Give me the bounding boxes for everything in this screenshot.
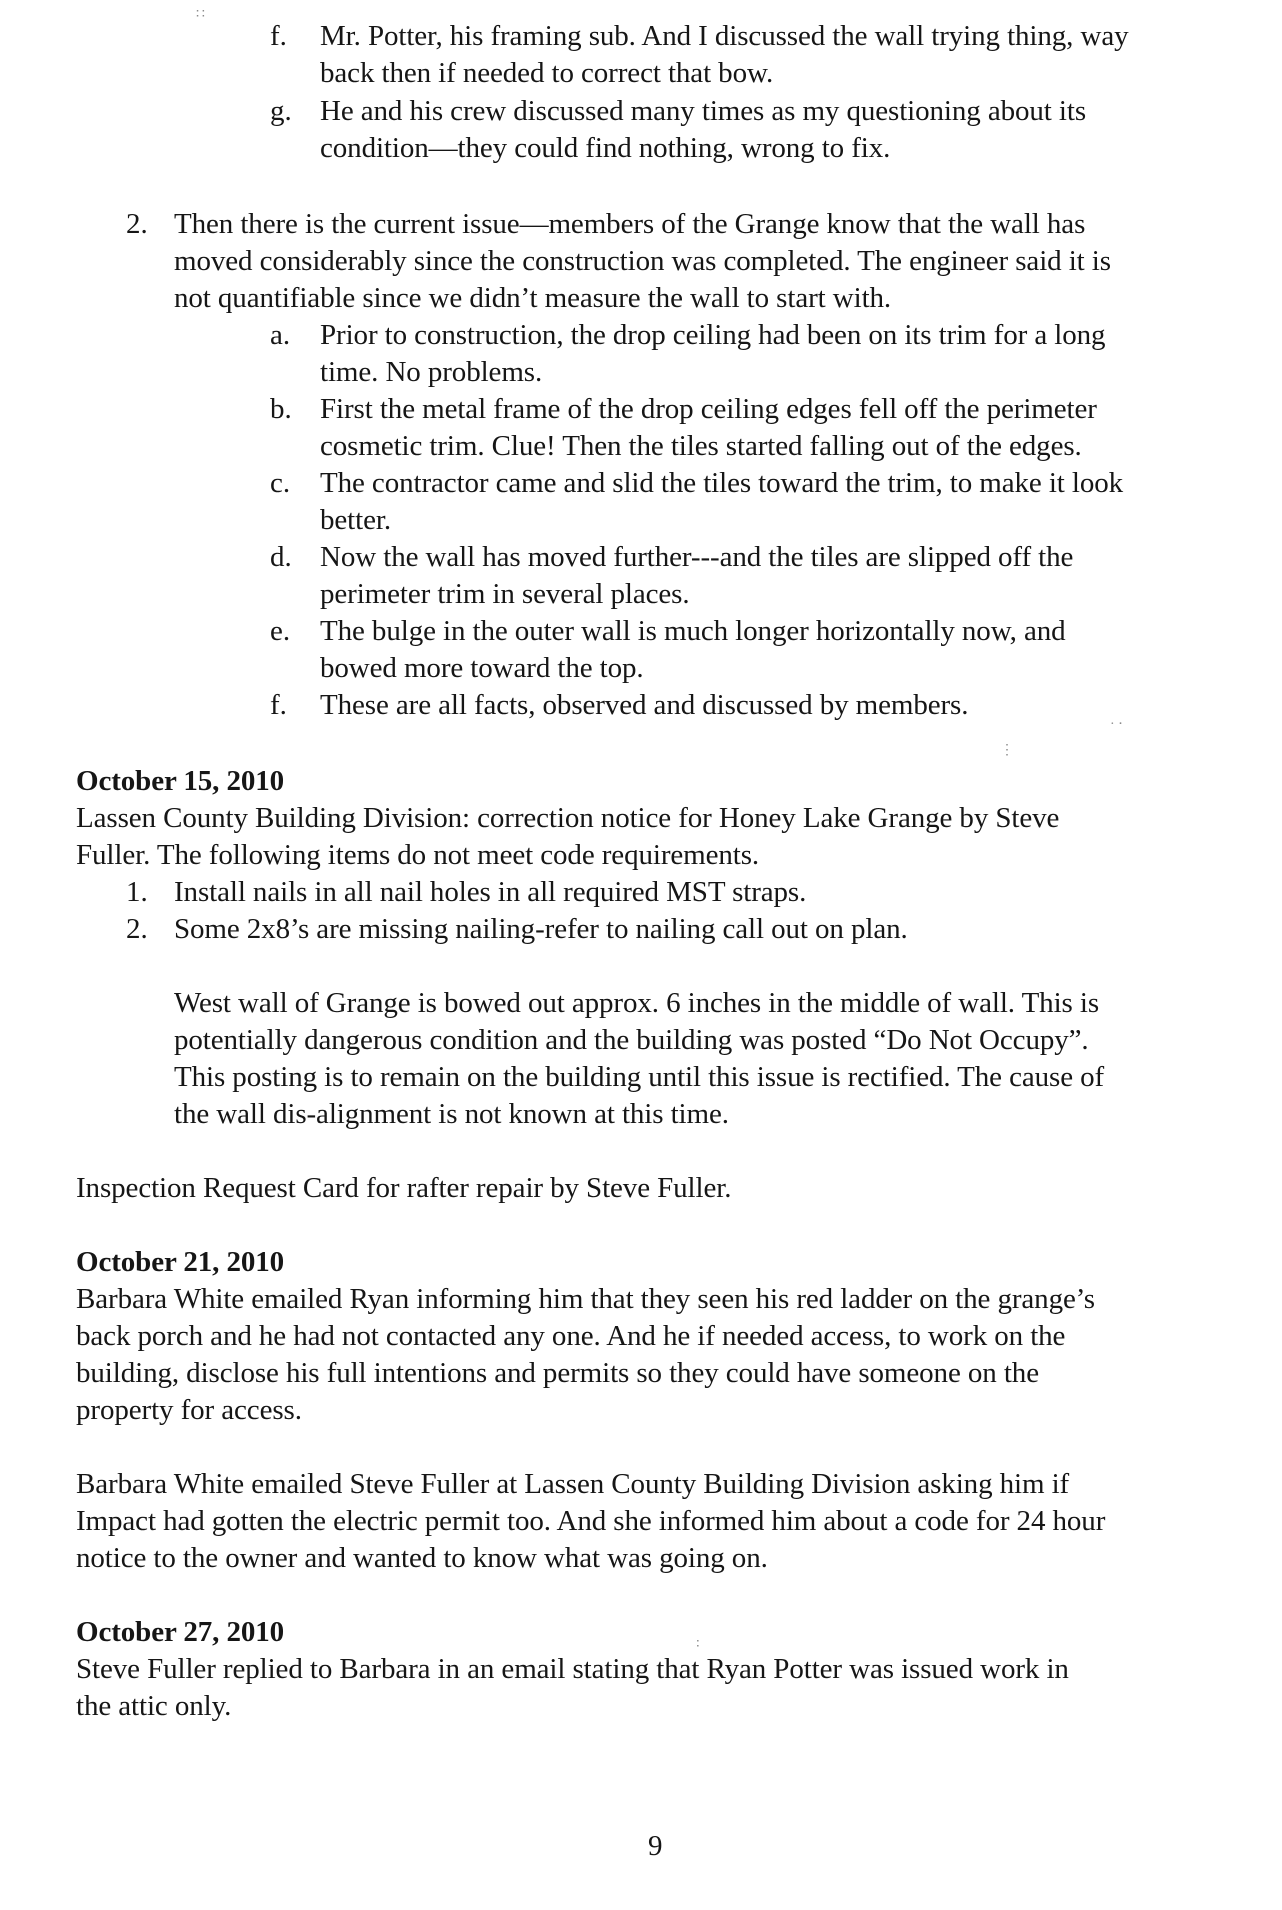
list-item-line: condition—they could find nothing, wrong to fix. (320, 132, 891, 164)
paragraph-line: Barbara White emailed Steve Fuller at Lassen County Building Division asking him if (76, 1468, 1070, 1500)
paragraph-line: Impact had gotten the electric permit too. And she informed him about a code for 24 hour (76, 1505, 1106, 1537)
paragraph-line: the wall dis-alignment is not known at this time. (174, 1098, 729, 1130)
paragraph-line: West wall of Grange is bowed out approx. 6 inches in the middle of wall. This is (174, 987, 1100, 1019)
scan-speck: · ⋅ (1110, 717, 1123, 732)
paragraph-line: notice to the owner and wanted to know what was going on. (76, 1542, 768, 1574)
list-item-line: Then there is the current issue—members of the Grange know that the wall has (174, 208, 1086, 240)
section-heading: October 27, 2010 (76, 1616, 285, 1648)
list-item-line: cosmetic trim. Clue! Then the tiles started falling out of the edges. (320, 430, 1082, 462)
list-marker: d. (270, 541, 292, 573)
list-item-line: Some 2x8’s are missing nailing-refer to nailing call out on plan. (174, 913, 908, 945)
list-item-line: Install nails in all nail holes in all required MST straps. (174, 876, 807, 908)
list-item-line: bowed more toward the top. (320, 652, 644, 684)
list-marker: 1. (126, 876, 148, 908)
paragraph-line: This posting is to remain on the building until this issue is rectified. The cause of (174, 1061, 1105, 1093)
paragraph-line: the attic only. (76, 1690, 232, 1722)
paragraph-line: Fuller. The following items do not meet code requirements. (76, 839, 760, 871)
list-item-line: Mr. Potter, his framing sub. And I discussed the wall trying thing, way (320, 20, 1129, 52)
list-marker: f. (270, 689, 287, 721)
scan-speck: ∶ (696, 1637, 700, 1652)
list-marker: c. (270, 467, 291, 499)
list-item-line: perimeter trim in several places. (320, 578, 690, 610)
list-item-line: He and his crew discussed many times as my questioning about its (320, 95, 1087, 127)
list-item-line: Now the wall has moved further---and the tiles are slipped off the (320, 541, 1074, 573)
list-marker: e. (270, 615, 291, 647)
list-item-line: Prior to construction, the drop ceiling had been on its trim for a long (320, 319, 1106, 351)
list-marker: 2. (126, 208, 148, 240)
paragraph-line: property for access. (76, 1394, 302, 1426)
scan-speck: ∷ (196, 7, 205, 22)
list-marker: 2. (126, 913, 148, 945)
list-marker: f. (270, 20, 287, 52)
paragraph-line: Steve Fuller replied to Barbara in an email stating that Ryan Potter was issued work in (76, 1653, 1069, 1685)
page-number: 9 (648, 1830, 663, 1862)
list-marker: a. (270, 319, 291, 351)
list-item-line: The contractor came and slid the tiles toward the trim, to make it look (320, 467, 1124, 499)
list-item-line: not quantifiable since we didn’t measure the wall to start with. (174, 282, 892, 314)
paragraph-line: Inspection Request Card for rafter repair by Steve Fuller. (76, 1172, 732, 1204)
list-item-line: moved considerably since the construction was completed. The engineer said it is (174, 245, 1111, 277)
section-heading: October 21, 2010 (76, 1246, 285, 1278)
paragraph-line: back porch and he had not contacted any one. And he if needed access, to work on the (76, 1320, 1066, 1352)
paragraph-line: Barbara White emailed Ryan informing him that they seen his red ladder on the grange’s (76, 1283, 1095, 1315)
list-marker: b. (270, 393, 292, 425)
list-item-line: First the metal frame of the drop ceiling edges fell off the perimeter (320, 393, 1097, 425)
section-heading: October 15, 2010 (76, 765, 285, 797)
list-item-line: better. (320, 504, 391, 536)
list-item-line: These are all facts, observed and discussed by members. (320, 689, 969, 721)
scan-speck: ⋮ (1000, 743, 1014, 758)
list-marker: g. (270, 95, 292, 127)
list-item-line: The bulge in the outer wall is much longer horizontally now, and (320, 615, 1066, 647)
paragraph-line: Lassen County Building Division: correction notice for Honey Lake Grange by Steve (76, 802, 1060, 834)
paragraph-line: building, disclose his full intentions and permits so they could have someone on the (76, 1357, 1039, 1389)
list-item-line: back then if needed to correct that bow. (320, 57, 774, 89)
list-item-line: time. No problems. (320, 356, 543, 388)
paragraph-line: potentially dangerous condition and the building was posted “Do Not Occupy”. (174, 1024, 1089, 1056)
